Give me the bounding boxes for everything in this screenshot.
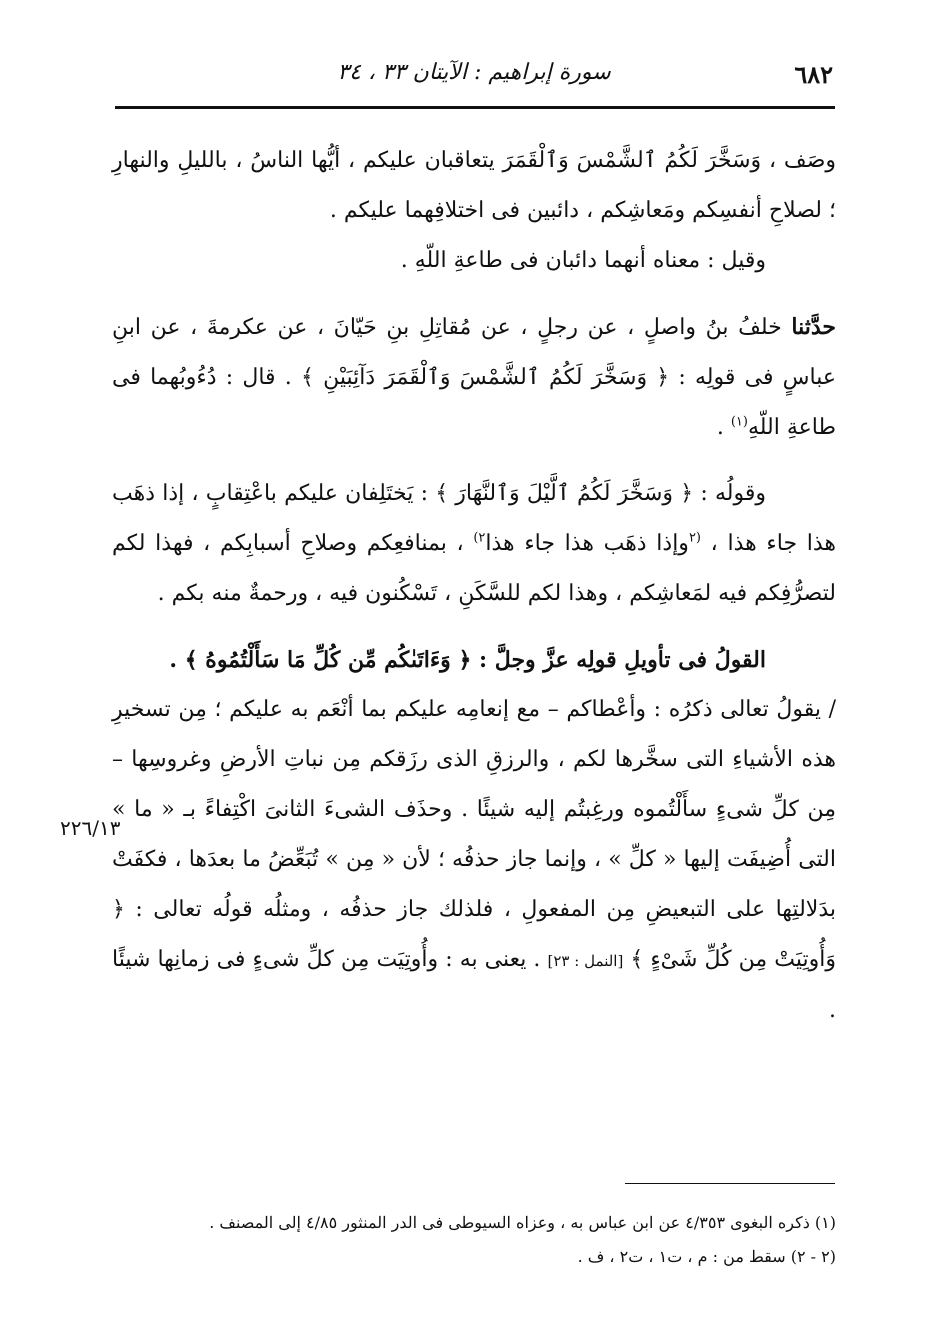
footnote-ref-1: (١) [730, 414, 748, 430]
header-rule [115, 106, 835, 109]
hadith-lead: حدَّثنا [791, 314, 836, 340]
running-title: سورة إبراهيم : الآيتان ٣٣ ، ٣٤ [337, 60, 611, 85]
margin-page-reference: ٢٢٦/١٣ [60, 816, 121, 840]
page-number: ٦٨٢ [794, 60, 833, 89]
section-heading: القولُ فى تأويلِ قولِه عزَّ وجلَّ : ﴿ وَءَاتَىٰكُم مِّن كُلِّ مَا سَأَلْتُمُوهُ ﴾ . [169, 647, 766, 673]
paragraph-5: / يقولُ تعالى ذكرُه : وأعْطاكم – مع إنعامِه عليكم بما أنْعَم به عليكم ؛ مِن تسخيرِ هذه الأشياءِ التى سخَّرها لكم ، والرزقِ الذى رزَقكم مِن نباتِ الأرضِ وغروسِها – مِن كلِّ شىءٍ سأَلْتُموه ورغِبتُم إليه شيئًا . وحذَف الشىءَ الثانىَ اكْتِفاءً بـ « ما » التى أُضِيفَت إليها « كلِّ » ، وإنما جاز حذفُه ؛ لأن « مِن » تُبَعِّضُ ما بعدَها ، فكفَتْ بدَلالتِها على التبعيضِ مِن المفعولِ ، فلذلك جاز حذفُه ، ومثلُه قولُه تعالى : ﴿ وَأُوتِيَتْ مِن كُلِّ شَىْءٍ ﴾ [النمل : ٢٣] . يعنى به : وأُوتِيَت مِن كلِّ شىءٍ فى زمانِها شيئًا . [112, 697, 836, 1023]
paragraph-2: وقيل : معناه أنهما دائبان فى طاعةِ اللّهِ . [400, 248, 766, 273]
footnotes [112, 1206, 836, 1274]
paragraph-1: وصَف ، وَسَخَّرَ لَكُمُ ٱلشَّمْسَ وَٱلْقَمَرَ يتعاقبان عليكم ، أيُّها الناسُ ، بالليلِ والنهارِ ؛ لصلاحِ أنفسِكم ومَعاشِكم ، دائبين فى اختلافِهما عليكم . [112, 148, 836, 223]
footnote-1: (١) ذكره البغوى ٤/٣٥٣ عن ابن عباس به ، وعزاه السيوطى فى الدر المنثور ٤/٨٥ إلى المصنف . [209, 1213, 836, 1232]
paragraph-3: حدَّثنا خلفُ بنُ واصلٍ ، عن رجلٍ ، عن مُقاتِلِ بنِ حَيّانَ ، عن عكرمةَ ، عن ابنِ عباسٍ فى قولِه : ﴿ وَسَخَّرَ لَكُمُ ٱلشَّمْسَ وَٱلْقَمَرَ دَآئِبَيْنِ ﴾ . قال : دُءُوبُهما فى طاعةِ اللّهِ$^{(١)}$ . [112, 314, 836, 440]
main-text [112, 136, 836, 1036]
footnote-ref-2-close: ٢) [473, 530, 486, 546]
paragraph-4: وقولُه : ﴿ وَسَخَّرَ لَكُمُ ٱلَّيْلَ وَٱلنَّهَارَ ﴾ : يَختَلِفان عليكم باعْتِقابٍ ، إذا ذهَب هذا جاء هذا ، $^{(٢}$وإذا ذهَب هذا جاء هذا$^{٢)}$ ، بمنافعِكم وصلاحِ أسبابِكم ، فهذا لكم لتصرُّفِكم فيه لمَعاشِكم ، وهذا لكم للسَّكَنِ ، تَسْكُنون فيه ، ورحمةٌ منه بكم . [112, 481, 836, 606]
page-header [115, 58, 833, 94]
footnote-rule [625, 1183, 835, 1184]
footnote-ref-2-open: (٢ [688, 530, 701, 546]
quran-reference: [النمل : ٢٣] [547, 952, 624, 970]
footnote-2: (٢ - ٢) سقط من : م ، ت١ ، ت٢ ، ف . [577, 1247, 836, 1266]
paragraph-3-text: خلفُ بنُ واصلٍ ، عن رجلٍ ، عن مُقاتِلِ بنِ حَيّانَ ، عن عكرمةَ ، عن ابنِ عباسٍ فى قولِه : ﴿ وَسَخَّرَ لَكُمُ ٱلشَّمْسَ وَٱلْقَمَرَ دَآئِبَيْنِ ﴾ . قال : دُءُوبُهما فى طاعةِ اللّهِ [112, 315, 836, 440]
